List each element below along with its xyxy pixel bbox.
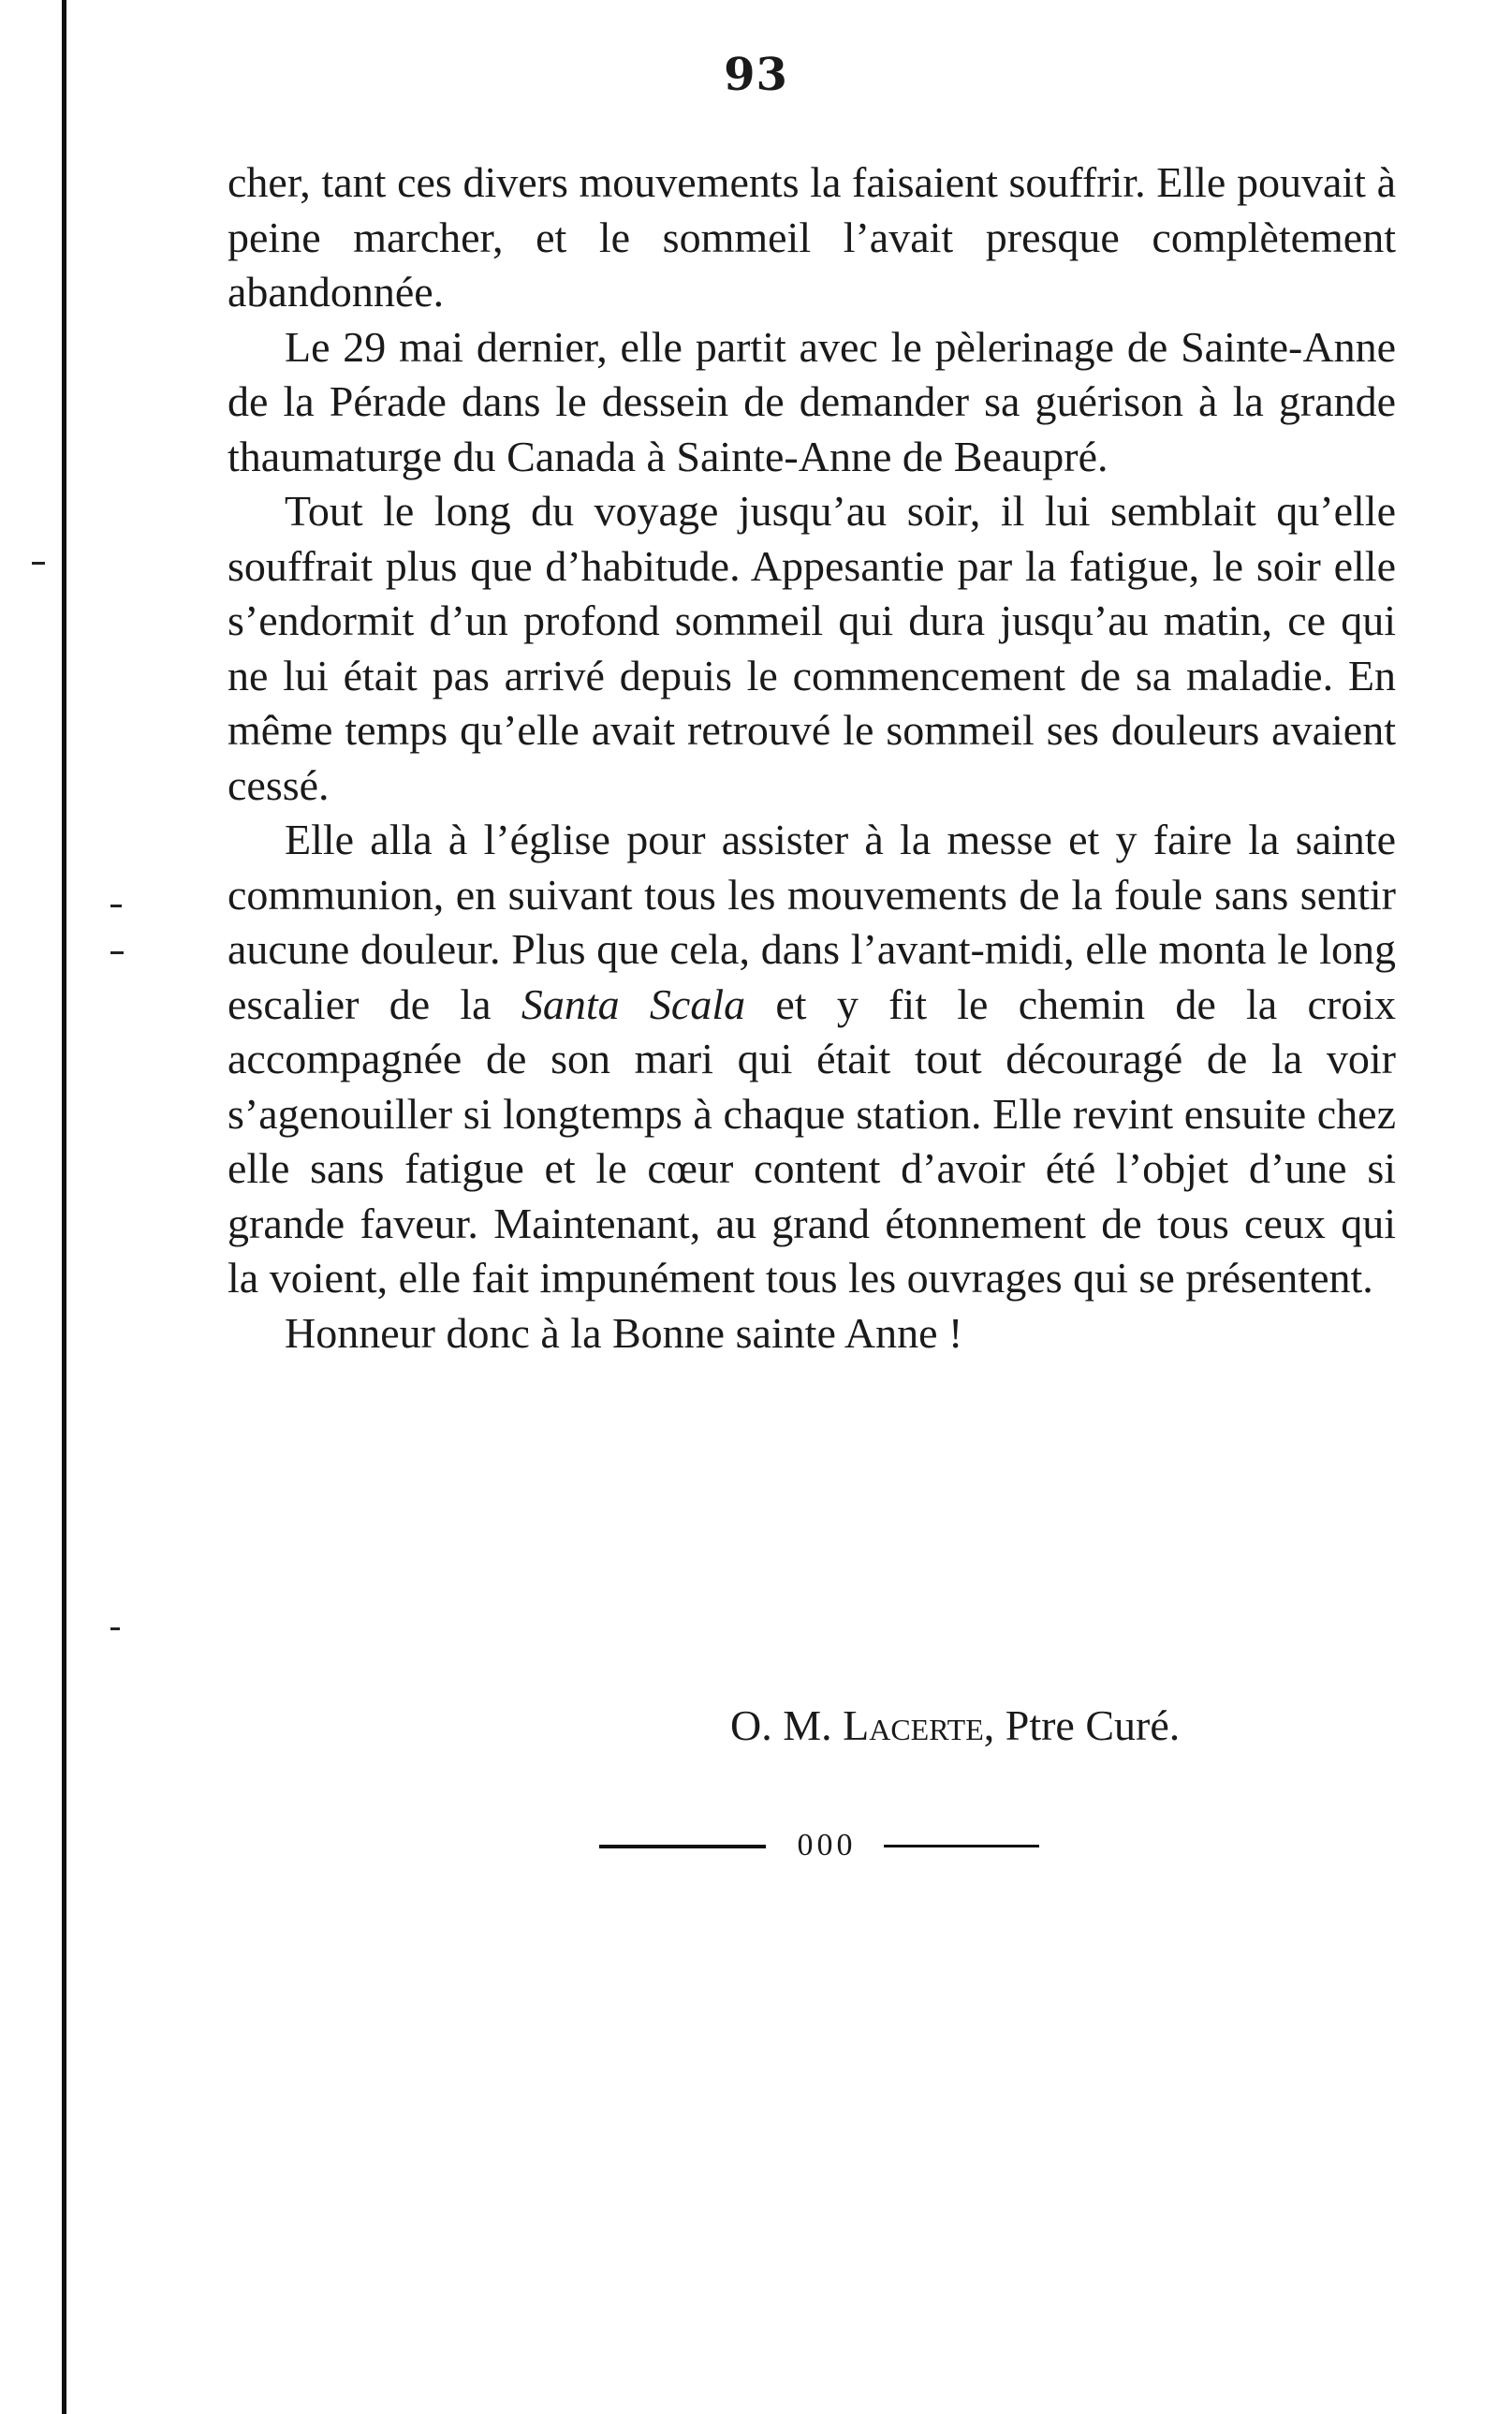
binding-edge-rule <box>62 0 66 2414</box>
margin-mark <box>110 905 122 907</box>
signature-title: , Ptre Curé. <box>983 1701 1181 1749</box>
margin-mark <box>32 562 45 565</box>
paragraph-4 <box>228 813 1396 1306</box>
page-number: 93 <box>724 49 788 101</box>
paragraph-4-text-start: Elle alla à l’église pour assister à la messe et y faire la sainte communion, en suivant tous les mouvements de la foule sans sentir aucune douleur. Plus que cela, dans l’avant-midi, elle monta le long escalier de la <box>228 816 1396 1028</box>
margin-mark <box>110 1627 120 1630</box>
paragraph-3: Tout le long du voyage jusqu’au soir, il lui semblait qu’elle souffrait plus que d’habitude. Appesantie par la fatigue, le soir elle s’endormit d’un profond sommeil qui dura jusqu’au matin, ce qui ne lui était pas arrivé depuis le commencement de sa maladie. En même temps qu’elle avait retrouvé le sommeil ses douleurs avaient cessé. <box>228 487 1396 809</box>
italic-place-name: Santa Scala <box>521 979 746 1028</box>
closing-line: Honneur donc à la Bonne sainte Anne ! <box>285 1308 963 1357</box>
ornament-rule-left <box>599 1845 766 1848</box>
ornament-mark: 000 <box>797 1828 857 1862</box>
margin-mark <box>110 951 124 954</box>
paragraph-4-text-end: et y fit le chemin de la croix accompagnée de son mari qui était tout découragé de la voir s’agenouiller si longtemps à chaque station. Elle revint ensuite chez elle sans fatigue et le cœur content d’avoir été l’objet d’une si grande faveur. Maintenant, au grand étonnement de tous ceux qui la voient, elle fait impunément tous les ouvrages qui se présentent. <box>228 979 1397 1302</box>
signature-surname: Lacerte <box>843 1701 984 1749</box>
signature-initials: O. M. <box>730 1701 832 1749</box>
paragraph-1: cher, tant ces divers mouvements la faisaient souffrir. Elle pouvait à peine marcher, et le sommeil l’avait presque complètement abandonnée. <box>228 158 1396 316</box>
end-ornament <box>0 1828 1512 1865</box>
article-body <box>228 155 1396 1361</box>
paragraph-2: Le 29 mai dernier, elle partit avec le pèlerinage de Sainte-Anne de la Pérade dans le dessein de demander sa guérison à la grande thaumaturge du Canada à Sainte-Anne de Beaupré. <box>228 322 1396 480</box>
signature <box>730 1700 1180 1750</box>
ornament-rule-right <box>884 1845 1039 1847</box>
